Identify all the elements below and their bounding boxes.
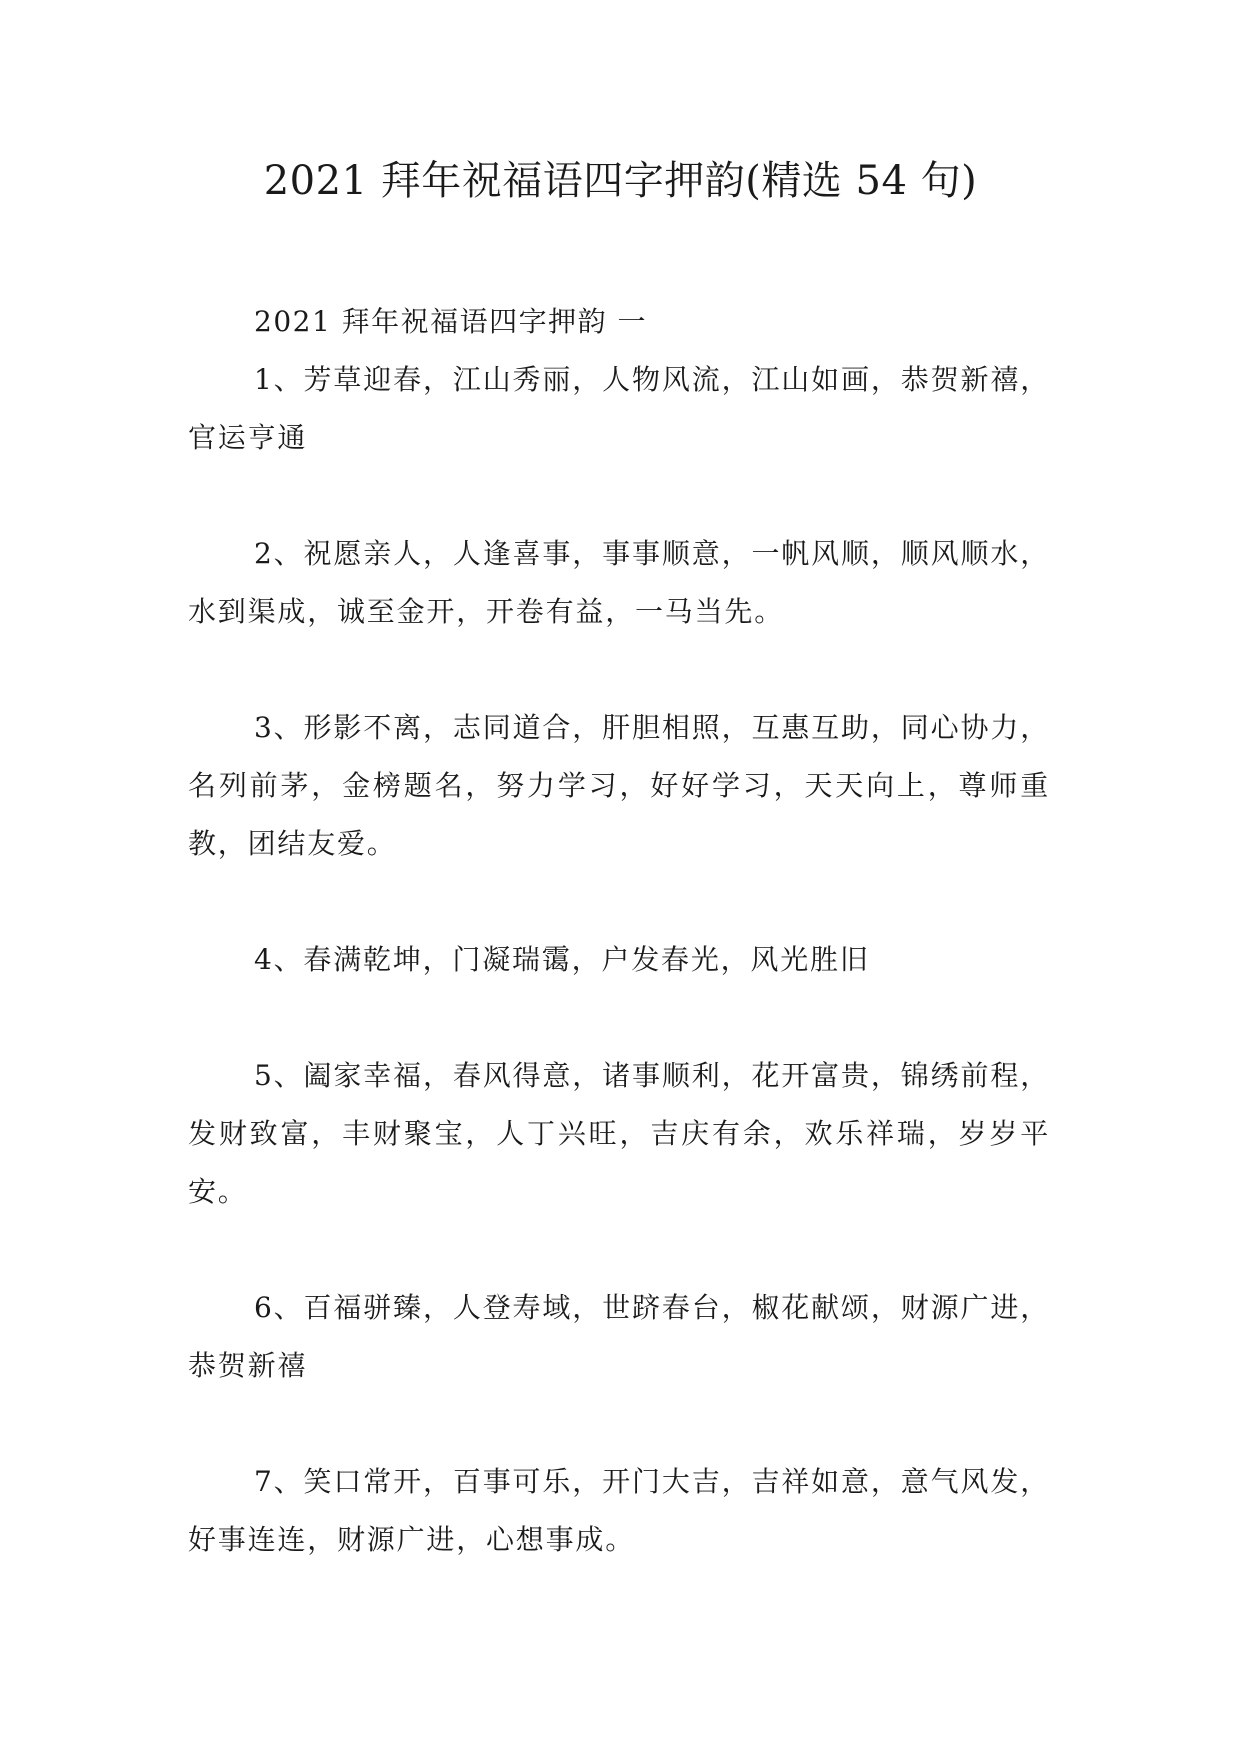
paragraph-gap xyxy=(188,989,1050,1047)
paragraph-gap xyxy=(188,467,1050,525)
paragraph-gap xyxy=(188,641,1050,699)
paragraph-gap xyxy=(188,1395,1050,1453)
paragraph-gap xyxy=(188,873,1050,931)
document-body xyxy=(188,293,1050,1569)
blessing-entry-1: 1、芳草迎春，江山秀丽，人物风流，江山如画，恭贺新禧，官运亨通 xyxy=(188,363,1050,454)
paragraph-gap xyxy=(188,1221,1050,1279)
section-heading: 2021 拜年祝福语四字押韵 一 xyxy=(254,305,648,338)
blessing-entry-4: 4、春满乾坤，门凝瑞霭，户发春光，风光胜旧 xyxy=(254,943,870,976)
blessing-entry-3: 3、形影不离，志同道合，肝胆相照，互惠互助，同心协力，名列前茅，金榜题名，努力学习，好好学习，天天向上，尊师重教，团结友爱。 xyxy=(188,711,1050,860)
blessing-entry-5: 5、阖家幸福，春风得意，诸事顺利，花开富贵，锦绣前程，发财致富，丰财聚宝，人丁兴旺，吉庆有余，欢乐祥瑞，岁岁平安。 xyxy=(188,1059,1050,1208)
blessing-entry-7: 7、笑口常开，百事可乐，开门大吉，吉祥如意，意气风发，好事连连，财源广进，心想事成。 xyxy=(188,1465,1050,1556)
document-title: 2021 拜年祝福语四字押韵(精选 54 句) xyxy=(263,158,978,204)
blessing-entry-6: 6、百福骈臻，人登寿域，世跻春台，椒花献颂，财源广进，恭贺新禧 xyxy=(188,1291,1050,1382)
blessing-entry-2: 2、祝愿亲人，人逢喜事，事事顺意，一帆风顺，顺风顺水，水到渠成，诚至金开，开卷有益，一马当先。 xyxy=(188,537,1050,628)
